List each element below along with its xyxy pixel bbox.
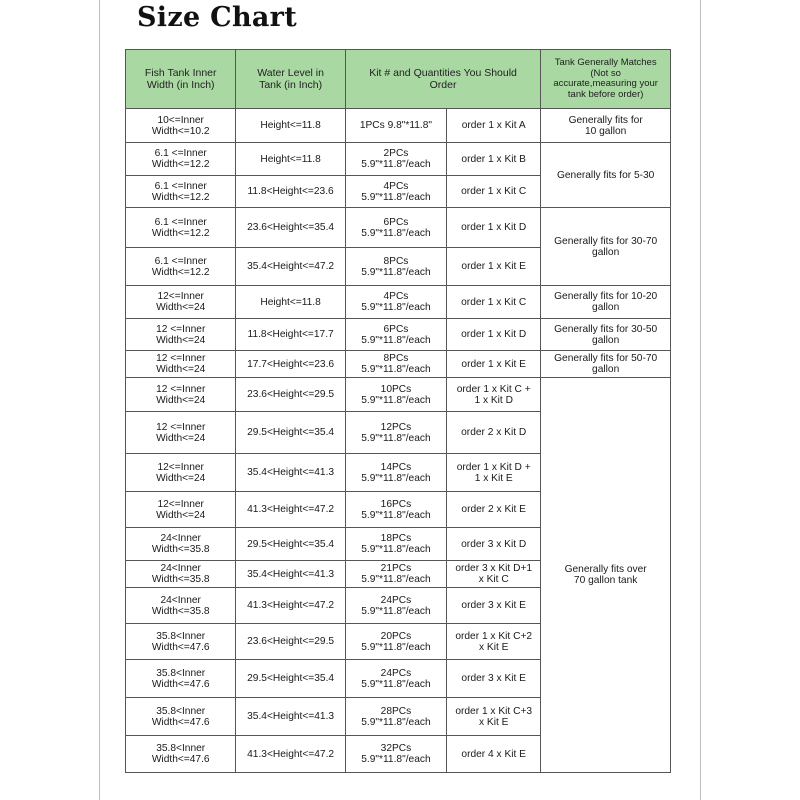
cell-order: order 3 x Kit D bbox=[447, 528, 541, 561]
cell-water-level: 35.4<Height<=41.3 bbox=[236, 454, 345, 492]
cell-inner-width: 12<=Inner Width<=24 bbox=[126, 454, 236, 492]
cell-tank-match: Generally fits for 10-20 gallon bbox=[541, 286, 671, 319]
cell-inner-width: 35.8<Inner Width<=47.6 bbox=[126, 624, 236, 660]
cell-inner-width: 24<Inner Width<=35.8 bbox=[126, 528, 236, 561]
cell-kit-quantity: 10PCs 5.9"*11.8"/each bbox=[345, 378, 446, 412]
cell-water-level: 41.3<Height<=47.2 bbox=[236, 588, 345, 624]
cell-order: order 1 x Kit C + 1 x Kit D bbox=[447, 378, 541, 412]
cell-water-level: 17.7<Height<=23.6 bbox=[236, 351, 345, 378]
table-row bbox=[126, 143, 671, 176]
cell-order: order 1 x Kit B bbox=[447, 143, 541, 176]
cell-inner-width: 35.8<Inner Width<=47.6 bbox=[126, 660, 236, 698]
cell-water-level: 29.5<Height<=35.4 bbox=[236, 412, 345, 454]
cell-water-level: 11.8<Height<=23.6 bbox=[236, 176, 345, 208]
page-border-left bbox=[99, 0, 100, 800]
cell-order: order 1 x Kit C+3 x Kit E bbox=[447, 698, 541, 736]
cell-order: order 1 x Kit D bbox=[447, 319, 541, 351]
cell-water-level: 23.6<Height<=35.4 bbox=[236, 208, 345, 248]
cell-inner-width: 6.1 <=Inner Width<=12.2 bbox=[126, 208, 236, 248]
cell-inner-width: 10<=Inner Width<=10.2 bbox=[126, 109, 236, 143]
cell-water-level: Height<=11.8 bbox=[236, 143, 345, 176]
cell-inner-width: 12 <=Inner Width<=24 bbox=[126, 351, 236, 378]
cell-order: order 3 x Kit D+1 x Kit C bbox=[447, 561, 541, 588]
table-row bbox=[126, 351, 671, 378]
cell-order: order 3 x Kit E bbox=[447, 660, 541, 698]
cell-inner-width: 12 <=Inner Width<=24 bbox=[126, 378, 236, 412]
cell-tank-match: Generally fits over 70 gallon tank bbox=[541, 378, 671, 773]
cell-kit-quantity: 21PCs 5.9"*11.8"/each bbox=[345, 561, 446, 588]
cell-kit-quantity: 32PCs 5.9"*11.8"/each bbox=[345, 736, 446, 773]
cell-water-level: Height<=11.8 bbox=[236, 286, 345, 319]
cell-kit-quantity: 2PCs 5.9"*11.8"/each bbox=[345, 143, 446, 176]
table-row bbox=[126, 208, 671, 248]
cell-inner-width: 24<Inner Width<=35.8 bbox=[126, 561, 236, 588]
cell-kit-quantity: 8PCs 5.9"*11.8"/each bbox=[345, 248, 446, 286]
cell-water-level: Height<=11.8 bbox=[236, 109, 345, 143]
size-chart-table bbox=[125, 49, 671, 773]
cell-order: order 1 x Kit C bbox=[447, 176, 541, 208]
cell-order: order 1 x Kit C+2 x Kit E bbox=[447, 624, 541, 660]
table-row bbox=[126, 319, 671, 351]
cell-kit-quantity: 18PCs 5.9"*11.8"/each bbox=[345, 528, 446, 561]
cell-water-level: 41.3<Height<=47.2 bbox=[236, 492, 345, 528]
cell-tank-match: Generally fits for 5-30 bbox=[541, 143, 671, 208]
cell-inner-width: 6.1 <=Inner Width<=12.2 bbox=[126, 176, 236, 208]
cell-inner-width: 12<=Inner Width<=24 bbox=[126, 492, 236, 528]
cell-kit-quantity: 1PCs 9.8"*11.8" bbox=[345, 109, 446, 143]
table-row bbox=[126, 109, 671, 143]
cell-kit-quantity: 4PCs 5.9"*11.8"/each bbox=[345, 286, 446, 319]
cell-inner-width: 12<=Inner Width<=24 bbox=[126, 286, 236, 319]
cell-water-level: 23.6<Height<=29.5 bbox=[236, 378, 345, 412]
cell-inner-width: 24<Inner Width<=35.8 bbox=[126, 588, 236, 624]
page-title: Size Chart bbox=[137, 2, 297, 33]
cell-order: order 1 x Kit D + 1 x Kit E bbox=[447, 454, 541, 492]
cell-kit-quantity: 6PCs 5.9"*11.8"/each bbox=[345, 319, 446, 351]
cell-tank-match: Generally fits for 50-70 gallon bbox=[541, 351, 671, 378]
cell-kit-quantity: 12PCs 5.9"*11.8"/each bbox=[345, 412, 446, 454]
cell-order: order 1 x Kit D bbox=[447, 208, 541, 248]
header-row bbox=[126, 50, 671, 109]
header-kit-quantities: Kit # and Quantities You Should Order bbox=[345, 50, 541, 109]
cell-order: order 1 x Kit E bbox=[447, 248, 541, 286]
header-water-level: Water Level in Tank (in Inch) bbox=[236, 50, 345, 109]
table-row bbox=[126, 378, 671, 412]
cell-water-level: 41.3<Height<=47.2 bbox=[236, 736, 345, 773]
cell-order: order 1 x Kit C bbox=[447, 286, 541, 319]
cell-inner-width: 35.8<Inner Width<=47.6 bbox=[126, 698, 236, 736]
cell-order: order 1 x Kit E bbox=[447, 351, 541, 378]
header-tank-matches: Tank Generally Matches (Not so accurate,measuring your tank before order) bbox=[541, 50, 671, 109]
cell-water-level: 35.4<Height<=41.3 bbox=[236, 698, 345, 736]
header-inner-width: Fish Tank Inner Width (in Inch) bbox=[126, 50, 236, 109]
cell-kit-quantity: 8PCs 5.9"*11.8"/each bbox=[345, 351, 446, 378]
cell-inner-width: 35.8<Inner Width<=47.6 bbox=[126, 736, 236, 773]
cell-inner-width: 6.1 <=Inner Width<=12.2 bbox=[126, 248, 236, 286]
cell-kit-quantity: 24PCs 5.9"*11.8"/each bbox=[345, 588, 446, 624]
cell-water-level: 35.4<Height<=47.2 bbox=[236, 248, 345, 286]
table-body bbox=[126, 109, 671, 773]
table-row bbox=[126, 286, 671, 319]
cell-order: order 3 x Kit E bbox=[447, 588, 541, 624]
cell-kit-quantity: 20PCs 5.9"*11.8"/each bbox=[345, 624, 446, 660]
cell-order: order 2 x Kit E bbox=[447, 492, 541, 528]
cell-order: order 1 x Kit A bbox=[447, 109, 541, 143]
cell-tank-match: Generally fits for 30-50 gallon bbox=[541, 319, 671, 351]
cell-inner-width: 12 <=Inner Width<=24 bbox=[126, 412, 236, 454]
cell-kit-quantity: 14PCs 5.9"*11.8"/each bbox=[345, 454, 446, 492]
cell-water-level: 29.5<Height<=35.4 bbox=[236, 528, 345, 561]
cell-tank-match: Generally fits for 10 gallon bbox=[541, 109, 671, 143]
cell-order: order 2 x Kit D bbox=[447, 412, 541, 454]
page-border-right bbox=[700, 0, 701, 800]
cell-kit-quantity: 16PCs 5.9"*11.8"/each bbox=[345, 492, 446, 528]
cell-water-level: 23.6<Height<=29.5 bbox=[236, 624, 345, 660]
cell-kit-quantity: 24PCs 5.9"*11.8"/each bbox=[345, 660, 446, 698]
cell-tank-match: Generally fits for 30-70 gallon bbox=[541, 208, 671, 286]
cell-inner-width: 12 <=Inner Width<=24 bbox=[126, 319, 236, 351]
cell-kit-quantity: 6PCs 5.9"*11.8"/each bbox=[345, 208, 446, 248]
cell-kit-quantity: 4PCs 5.9"*11.8"/each bbox=[345, 176, 446, 208]
cell-water-level: 11.8<Height<=17.7 bbox=[236, 319, 345, 351]
cell-order: order 4 x Kit E bbox=[447, 736, 541, 773]
cell-water-level: 35.4<Height<=41.3 bbox=[236, 561, 345, 588]
cell-kit-quantity: 28PCs 5.9"*11.8"/each bbox=[345, 698, 446, 736]
cell-inner-width: 6.1 <=Inner Width<=12.2 bbox=[126, 143, 236, 176]
cell-water-level: 29.5<Height<=35.4 bbox=[236, 660, 345, 698]
